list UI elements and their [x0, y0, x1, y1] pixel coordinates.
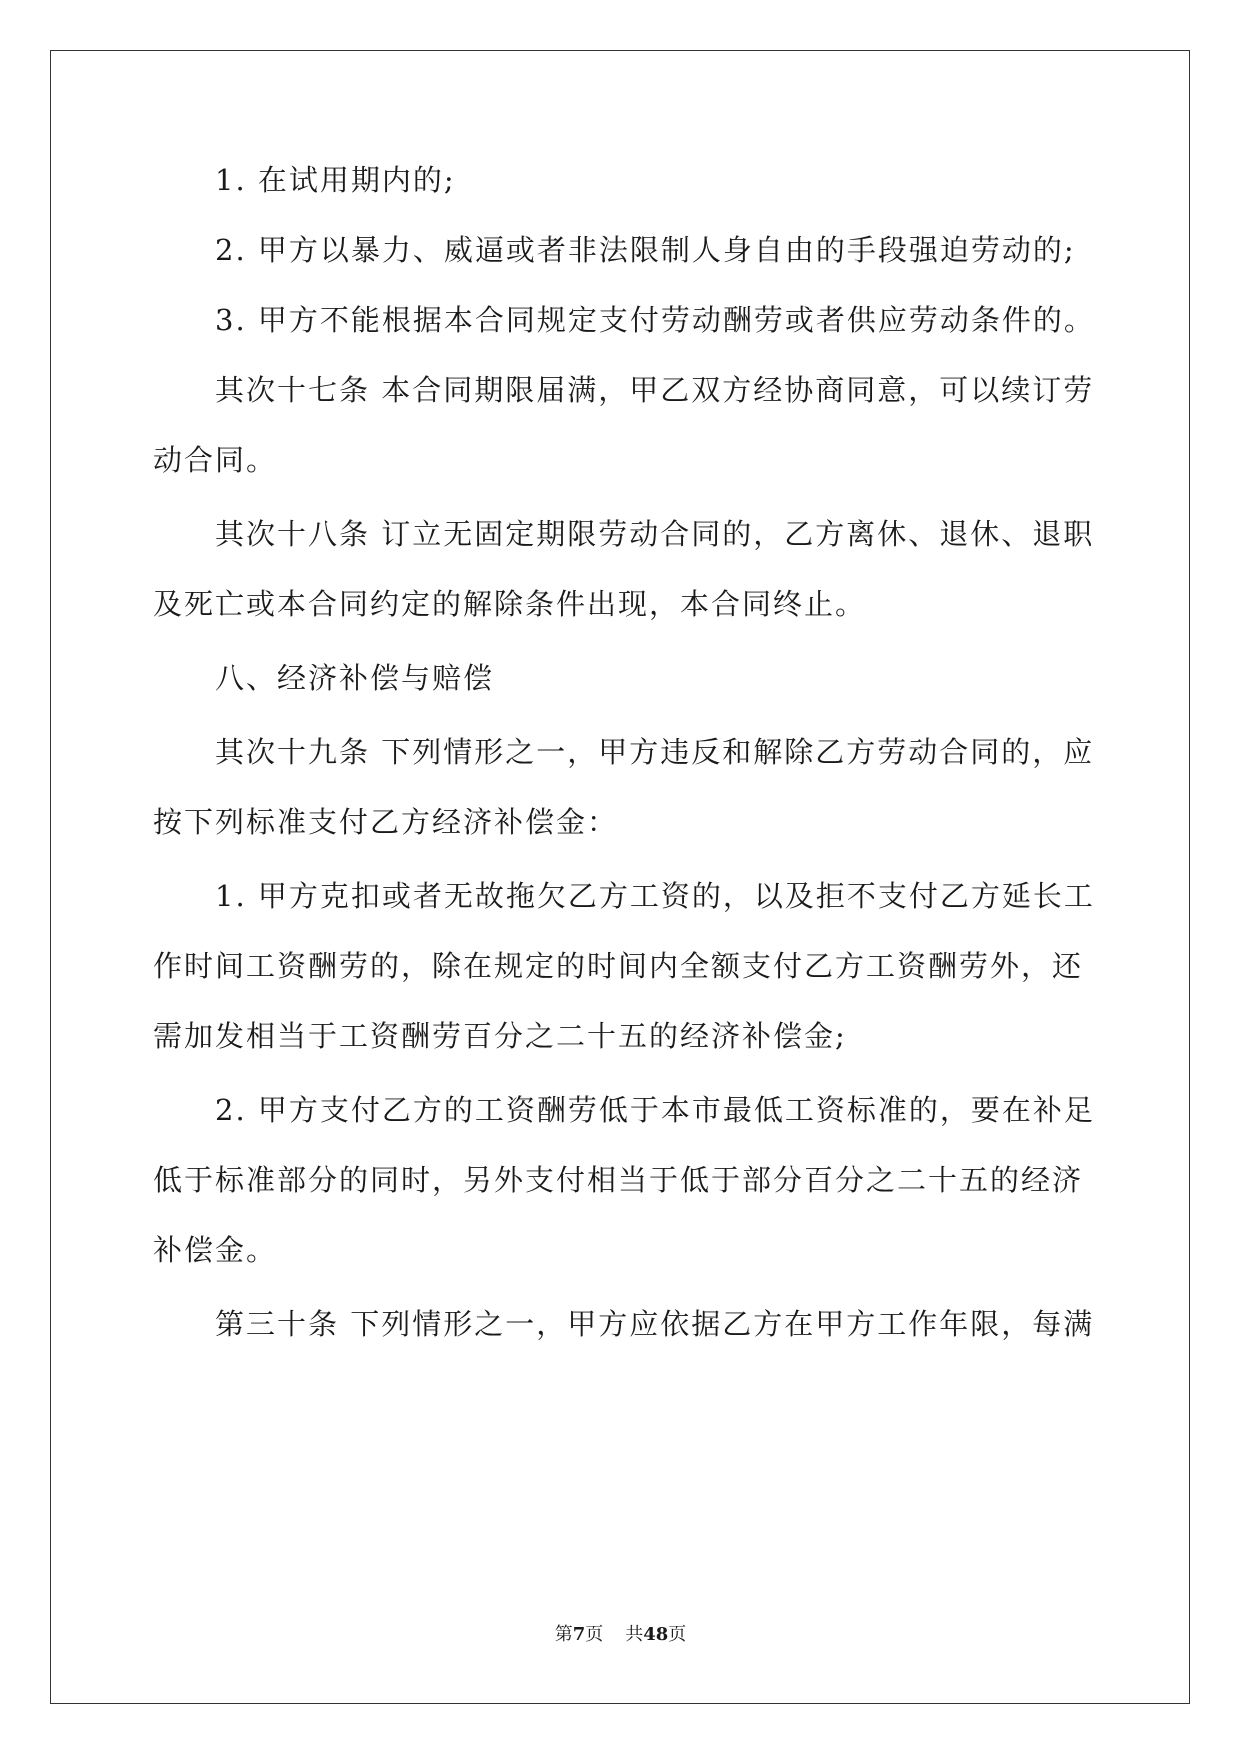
paragraph-line: 低于标准部分的同时，另外支付相当于低于部分百分之二十五的经济 — [153, 1163, 1084, 1197]
paragraph-line: 其次十八条 订立无固定期限劳动合同的，乙方离休、退休、退职 — [215, 517, 1095, 551]
paragraph-line: 第三十条 下列情形之一，甲方应依据乙方在甲方工作年限，每满 — [215, 1307, 1095, 1341]
footer-total-suffix: 页 — [668, 1624, 687, 1645]
paragraph-line: 作时间工资酬劳的，除在规定的时间内全额支付乙方工资酬劳外，还 — [153, 949, 1084, 983]
total-pages: 48 — [643, 1624, 669, 1645]
footer-page-suffix: 页 — [585, 1624, 604, 1645]
page-footer — [0, 1620, 1241, 1646]
paragraph-line: 按下列标准支付乙方经济补偿金： — [153, 805, 619, 839]
paragraph-line: 3. 甲方不能根据本合同规定支付劳动酬劳或者供应劳动条件的。 — [215, 303, 1095, 337]
paragraph-line: 其次十七条 本合同期限届满，甲乙双方经协商同意，可以续订劳 — [215, 373, 1095, 407]
paragraph-line: 补偿金。 — [153, 1233, 278, 1267]
footer-prefix: 第 — [554, 1624, 573, 1645]
page-number: 7 — [572, 1624, 586, 1645]
paragraph-line: 1. 甲方克扣或者无故拖欠乙方工资的，以及拒不支付乙方延长工 — [215, 879, 1095, 913]
paragraph-line: 2. 甲方以暴力、威逼或者非法限制人身自由的手段强迫劳动的; — [215, 233, 1076, 267]
footer-total-prefix: 共 — [625, 1624, 644, 1645]
paragraph-line: 其次十九条 下列情形之一，甲方违反和解除乙方劳动合同的，应 — [215, 735, 1095, 769]
section-heading: 八、经济补偿与赔偿 — [215, 661, 495, 695]
paragraph-line: 动合同。 — [153, 443, 278, 477]
paragraph-line: 及死亡或本合同约定的解除条件出现，本合同终止。 — [153, 587, 867, 621]
paragraph-line: 1. 在试用期内的; — [215, 163, 456, 197]
paragraph-line: 需加发相当于工资酬劳百分之二十五的经济补偿金; — [153, 1019, 847, 1053]
paragraph-line: 2. 甲方支付乙方的工资酬劳低于本市最低工资标准的，要在补足 — [215, 1093, 1095, 1127]
